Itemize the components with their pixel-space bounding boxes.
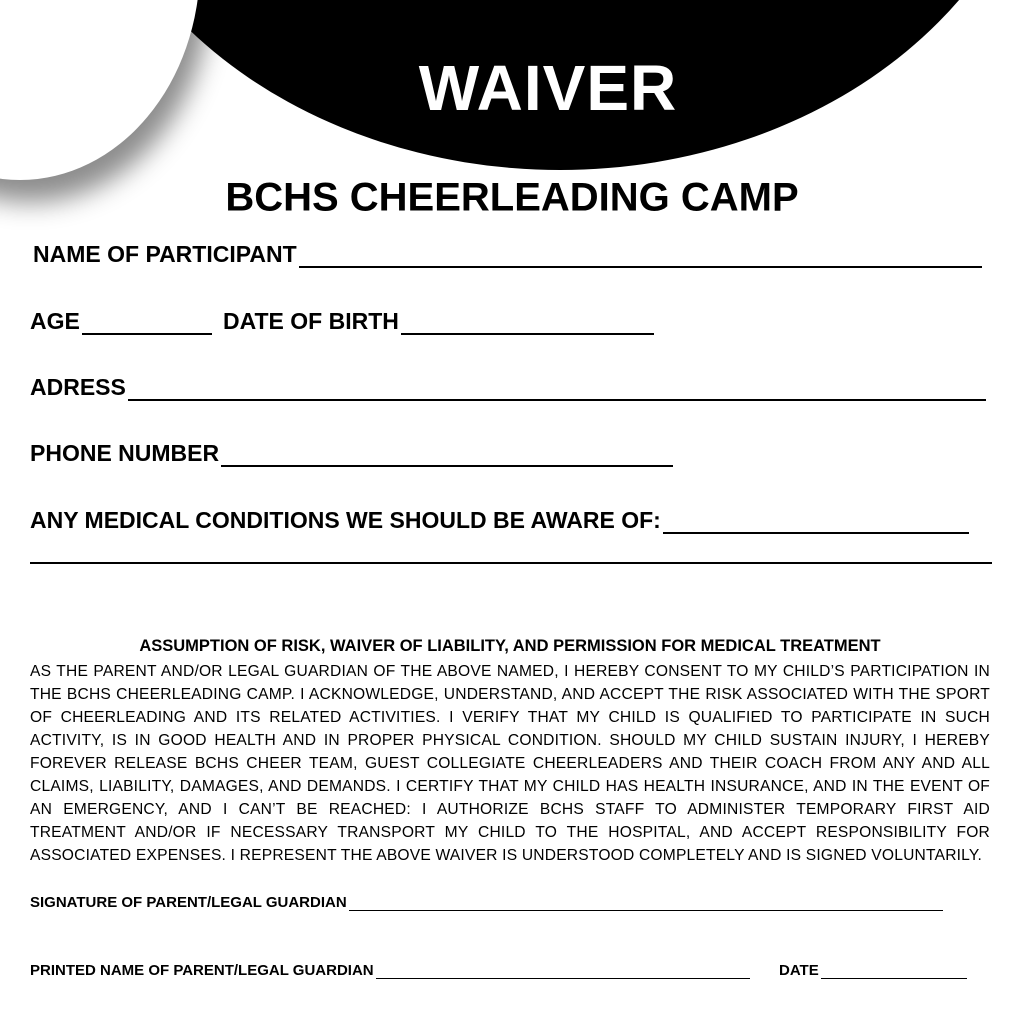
- medical-conditions-label: ANY MEDICAL CONDITIONS WE SHOULD BE AWARE OF:: [30, 507, 661, 533]
- address-line[interactable]: [128, 379, 986, 401]
- guardian-signature-line[interactable]: [349, 896, 943, 911]
- guardian-signature-field: [30, 891, 943, 911]
- age-line[interactable]: [82, 313, 212, 335]
- phone-number-label: PHONE NUMBER: [30, 440, 220, 466]
- page-curl-shape: [0, 0, 200, 180]
- guardian-printed-name-field: [30, 959, 750, 979]
- date-of-birth-label: DATE OF BIRTH: [223, 308, 399, 334]
- medical-conditions-continuation-line[interactable]: [30, 562, 992, 564]
- date-label: DATE: [779, 962, 819, 979]
- guardian-printed-name-line[interactable]: [376, 964, 750, 979]
- phone-number-line[interactable]: [221, 445, 673, 467]
- participant-name-field: [33, 240, 982, 268]
- guardian-printed-name-label: PRINTED NAME OF PARENT/LEGAL GUARDIAN: [30, 962, 374, 979]
- date-of-birth-line[interactable]: [401, 313, 654, 335]
- age-field: [30, 307, 212, 335]
- page-title: WAIVER: [418, 52, 678, 124]
- date-field: [779, 959, 967, 979]
- participant-name-label: NAME OF PARTICIPANT: [33, 241, 297, 267]
- participant-name-line[interactable]: [299, 246, 982, 268]
- medical-conditions-field: [30, 506, 969, 534]
- medical-conditions-line[interactable]: [663, 512, 969, 534]
- waiver-heading: ASSUMPTION OF RISK, WAIVER OF LIABILITY, AND PERMISSION FOR MEDICAL TREATMENT: [139, 637, 881, 655]
- address-field: [30, 373, 986, 401]
- date-line[interactable]: [821, 964, 967, 979]
- phone-number-field: [30, 439, 673, 467]
- waiver-body: AS THE PARENT AND/OR LEGAL GUARDIAN OF THE ABOVE NAMED, I HEREBY CONSENT TO MY CHILD’S PARTICIPATION IN THE BCHS CHEERLEADING CAMP. I ACKNOWLEDGE, UNDERSTAND, AND ACCEPT THE RISK ASSOCIATED WITH THE SPORT OF CHEERLEADING AND ITS RELATED ACTIVITIES. I VERIFY THAT MY CHILD IS QUALIFIED TO PARTICIPATE IN SUCH ACTIVITY, IS IN GOOD HEALTH AND IN PROPER PHYSICAL CONDITION. SHOULD MY CHILD SUSTAIN INJURY, I HEREBY FOREVER RELEASE BCHS CHEER TEAM, GUEST COLLEGIATE CHEERLEADERS AND THEIR COACH FROM ANY AND ALL CLAIMS, LIABILITY, DAMAGES, AND DEMANDS. I CERTIFY THAT MY CHILD HAS HEALTH INSURANCE, AND IN THE EVENT OF AN EMERGENCY, AND I CAN’T BE REACHED: I AUTHORIZE BCHS STAFF TO ADMINISTER TEMPORARY FIRST AID TREATMENT AND/OR IF NECESSARY TRANSPORT MY CHILD TO THE HOSPITAL, AND ACCEPT RESPONSIBILITY FOR ASSOCIATED EXPENSES. I REPRESENT THE ABOVE WAIVER IS UNDERSTOOD COMPLETELY AND IS SIGNED VOLUNTARILY.: [30, 663, 990, 864]
- guardian-signature-label: SIGNATURE OF PARENT/LEGAL GUARDIAN: [30, 894, 347, 911]
- age-label: AGE: [30, 308, 80, 334]
- camp-name: BCHS CHEERLEADING CAMP: [225, 175, 799, 220]
- date-of-birth-field: [223, 307, 654, 335]
- address-label: ADRESS: [30, 374, 126, 400]
